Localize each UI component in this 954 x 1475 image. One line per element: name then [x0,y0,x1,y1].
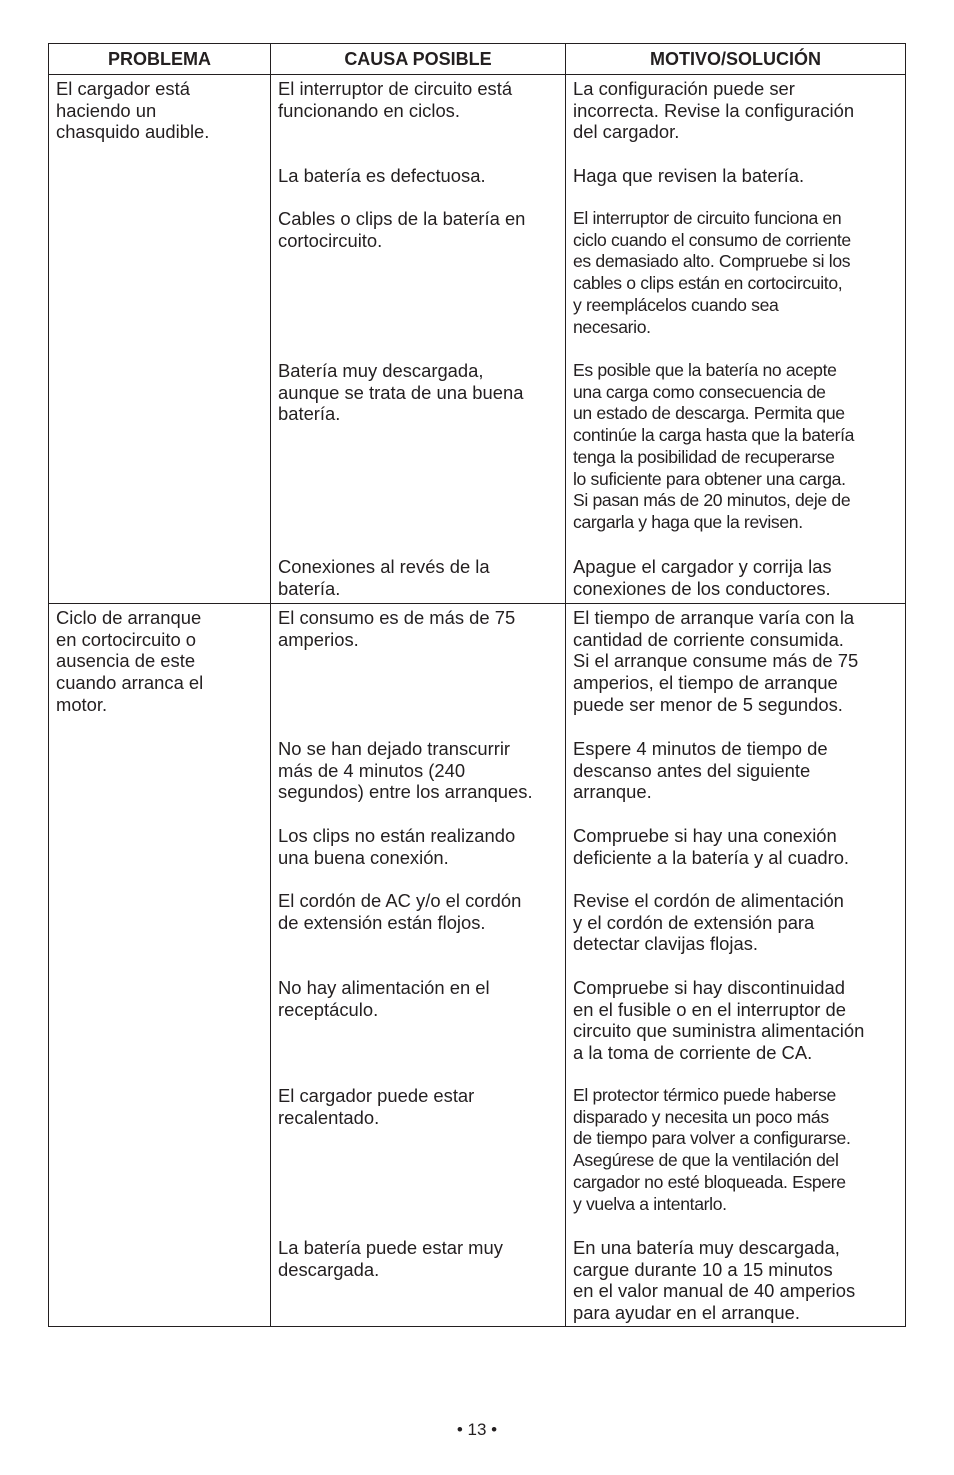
cause-text: Los clips no están realizando una buena conexión. [278,825,516,868]
cause-text: El cordón de AC y/o el cordón de extensión están flojos. [278,890,522,933]
cause-text: El cargador puede estar recalentado. [278,1085,475,1128]
solution-text: El protector térmico puede haberse disparado y necesita un poco más de tiempo para volver a configurarse. Asegúrese de que la ventilación del cargador no esté bloqueada. Espere y vuelva a intentarlo. [573,1085,851,1214]
solution-text: Espere 4 minutos de tiempo de descanso antes del siguiente arranque. [573,738,828,803]
solution-text: En una batería muy descargada, cargue durante 10 a 15 minutos en el valor manual de 40 amperios para ayudar en el arranque. [573,1237,856,1324]
cause-cell [271,604,566,1327]
table-row [49,604,906,1327]
problem-cell [49,604,271,1327]
cause-text: Conexiones al revés de la batería. [278,556,490,599]
solution-text: El interruptor de circuito funciona en ciclo cuando el consumo de corriente es demasiado alto. Compruebe si los cables o clips están en cortocircuito, y reemplácelos cuando sea necesario. [573,208,851,337]
cause-cell [271,75,566,604]
cause-text: La batería puede estar muy descargada. [278,1237,503,1280]
header-cause: CAUSA POSIBLE [271,44,566,75]
cause-text: No hay alimentación en el receptáculo. [278,977,490,1020]
problem-text: Ciclo de arranque en cortocircuito o ausencia de este cuando arranca el motor. [56,607,204,715]
solution-text: El tiempo de arranque varía con la cantidad de corriente consumida. Si el arranque consume más de 75 amperios, el tiempo de arranque puede ser menor de 5 segundos. [573,607,859,715]
solution-cell [566,75,906,604]
cause-text: No se han dejado transcurrir más de 4 minutos (240 segundos) entre los arranques. [278,738,533,803]
header-solution: MOTIVO/SOLUCIÓN [566,44,906,75]
problem-text: El cargador está haciendo un chasquido audible. [56,78,210,143]
solution-text: Compruebe si hay discontinuidad en el fusible o en el interruptor de circuito que suministra alimentación a la toma de corriente de CA. [573,977,865,1064]
table-row [49,75,906,604]
solution-text: Es posible que la batería no acepte una carga como consecuencia de un estado de descarga. Permita que continúe la carga hasta que la batería tenga la posibilidad de recuperarse lo suficiente para obtener una carga. Si pasan más de 20 minutos, deje de cargarla y haga que la revisen. [573,360,855,532]
solution-text: Haga que revisen la batería. [573,165,805,186]
page-number: • 13 • [456,1420,498,1439]
solution-text: Revise el cordón de alimentación y el cordón de extensión para detectar clavijas flojas. [573,890,844,955]
cause-text: Cables o clips de la batería en cortocircuito. [278,208,526,251]
header-problem: PROBLEMA [49,44,271,75]
table-header-row [49,44,906,75]
cause-text: El consumo es de más de 75 amperios. [278,607,516,650]
troubleshooting-table [48,43,906,1327]
solution-cell [566,604,906,1327]
cause-text: Batería muy descargada, aunque se trata de una buena batería. [278,360,524,425]
cause-text: La batería es defectuosa. [278,165,486,186]
solution-text: La configuración puede ser incorrecta. Revise la configuración del cargador. [573,78,855,143]
cause-text: El interruptor de circuito está funcionando en ciclos. [278,78,513,121]
solution-text: Apague el cargador y corrija las conexiones de los conductores. [573,556,832,599]
solution-text: Compruebe si hay una conexión deficiente a la batería y al cuadro. [573,825,850,868]
problem-cell [49,75,271,604]
